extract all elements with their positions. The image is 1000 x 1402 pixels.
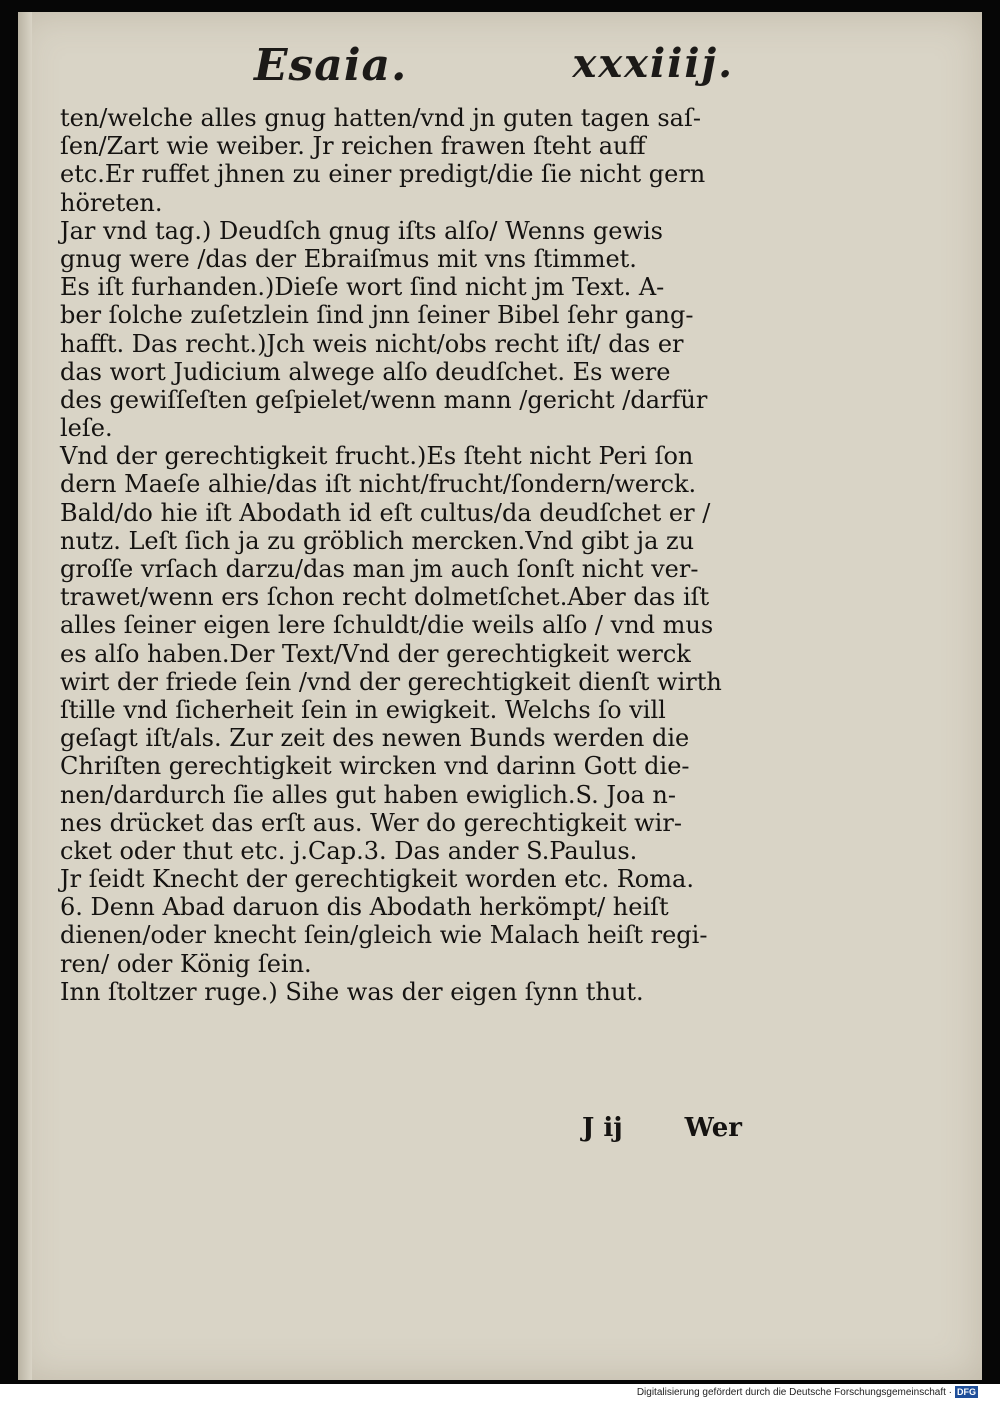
text-line: leſe. [60,414,113,443]
text-line: höreten. [60,188,163,217]
text-line: etc.Er ruffet jhnen zu einer predigt/die ſie nicht gern [60,160,706,189]
text-line: nes drücket das erſt aus. Wer do gerechtigkeit wir- [60,808,682,837]
page-gutter-shadow [18,12,32,1380]
body-text [60,104,740,1006]
book-page [18,12,982,1380]
page-header [254,40,734,100]
signature-mark: J ij [582,1113,623,1143]
text-line: dern Maeſe alhie/das iſt nicht/frucht/ſondern/werck. [60,470,697,499]
text-line: Chriſten gerechtigkeit wircken vnd darinn Gott die- [60,752,690,781]
text-line: hafft. Das recht.)Jch weis nicht/obs recht iſt/ das er [60,329,684,358]
text-line: ſtille vnd ſicherheit ſein in ewigkeit. Welchs ſo vill [60,695,666,724]
text-line: geſagt iſt/als. Zur zeit des newen Bunds werden die [60,724,690,753]
text-line: Es iſt furhanden.)Dieſe wort ſind nicht jm Text. A- [60,273,665,302]
text-line: cket oder thut etc. j.Cap.3. Das ander S.Paulus. [60,836,638,865]
running-title: Esaia. [254,40,408,91]
text-line: groſſe vrſach darzu/das man jm auch ſonſt nicht ver- [60,555,699,583]
text-line: alles ſeiner eigen lere ſchuldt/die weils alſo / vnd mus [60,611,714,640]
text-line: ten/welche alles gnug hatten/vnd jn guten tagen saſ- [60,104,701,132]
text-line: gnug were /das der Ebraiſmus mit vns ſtimmet. [60,244,637,273]
digitization-credit [637,1386,978,1400]
text-line: ber ſolche zuſetzlein ſind jnn ſeiner Bibel ſehr gang- [60,301,694,330]
text-line: Vnd der gerechtigkeit frucht.)Es ſteht nicht Peri ſon [60,442,694,471]
text-line: ren/ oder König ſein. [60,949,312,978]
text-line: nen/dardurch ſie alles gut haben ewiglich.S. Joa n- [60,780,676,809]
text-line: 6. Denn Abad daruon dis Abodath herkömpt/ heiſt [60,893,669,922]
dfg-logo: DFG [957,1387,976,1398]
text-line: dienen/oder knecht ſein/gleich wie Malach heiſt regi- [60,921,708,950]
text-line: trawet/wenn ers ſchon recht dolmetſchet.Aber das iſt [60,583,710,612]
catchword: Wer [684,1113,742,1143]
text-line: des gewiſſeſten geſpielet/wenn mann /gericht /darfür [60,385,708,414]
text-line: das wort Judicium alwege alſo deudſchet. Es were [60,357,671,386]
text-line: Jr ſeidt Knecht der gerechtigkeit worden etc. Roma. [60,865,694,894]
text-line: es alſo haben.Der Text/Vnd der gerechtigkeit werck [60,639,691,668]
catchword-line [582,1113,742,1147]
text-line: nutz. Leſt ſich ja zu gröblich mercken.Vnd gibt ja zu [60,526,695,555]
text-line: wirt der friede ſein /vnd der gerechtigkeit dienſt wirth [60,667,722,696]
credit-text: Digitalisierung gefördert durch die Deutsche Forschungsgemeinschaft · [636,1387,952,1398]
text-line: Inn ſtoltzer ruge.) Sihe was der eigen ſynn thut. [60,977,644,1006]
text-line: Jar vnd tag.) Deudſch gnug iſts alſo/ Wenns gewis [60,216,663,245]
text-line: Bald/do hie iſt Abodath id eſt cultus/da deudſchet er / [60,498,711,527]
folio-number: xxxiiij. [572,40,734,87]
text-line: ſen/Zart wie weiber. Jr reichen frawen ſteht auff [60,132,646,161]
